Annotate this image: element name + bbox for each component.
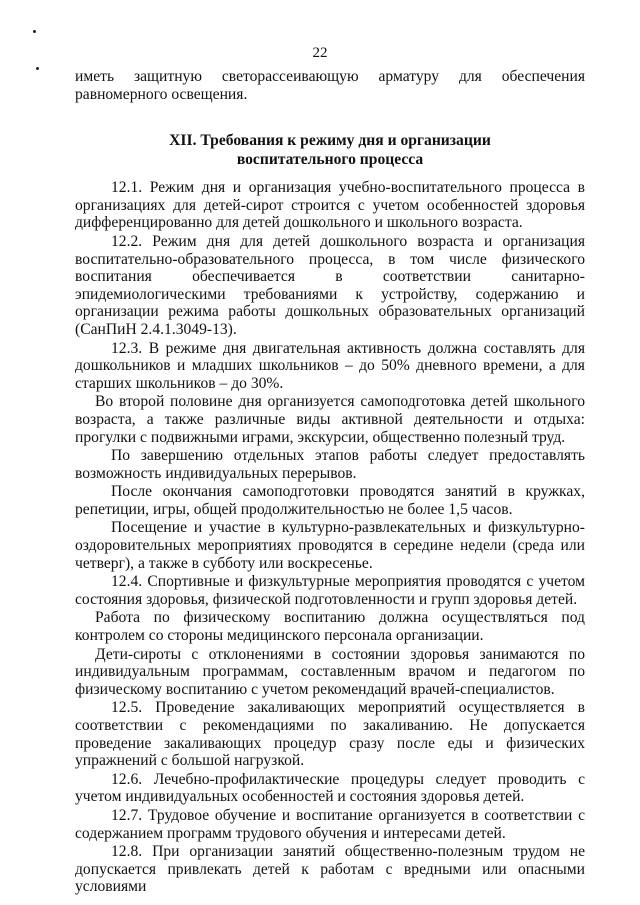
- scan-mark-top: [33, 30, 36, 33]
- paragraph-breaks: По завершению отдельных этапов работы следует предоставлять возможность индивидуальных перерывов.: [75, 447, 585, 482]
- page-number: 22: [312, 45, 328, 61]
- paragraph-12-6: 12.6. Лечебно-профилактические процедуры следует проводить с учетом индивидуальных особенностей и состояния здоровья детей.: [75, 770, 585, 806]
- section-heading-line-1: XII. Требования к режиму дня и организации: [169, 132, 491, 150]
- paragraph-events: Посещение и участие в культурно-развлекательных и физкультурно-оздоровительных мероприятиях проводятся в середине недели (среда или четверг), а также в субботу или воскресенье.: [75, 519, 585, 572]
- paragraph-afternoon: Во второй половине дня организуется самоподготовка детей школьного возраста, а также различные виды активной деятельности и отдыха: прогулки с подвижными играми, экскурсии, общественно полезный труд.: [75, 393, 585, 446]
- paragraph-12-2: 12.2. Режим дня для детей дошкольного возраста и организация воспитательно-образовательного процесса, в том числе физического воспитания обеспечивается в соответствии санитарно-эпидемиологическими требованиями к устройству, содержанию и организации режима работы дошкольных образовательных организаций (СанПиН 2.4.1.3049-13).: [75, 232, 585, 338]
- document-body: [75, 68, 585, 897]
- section-heading-line-2: воспитательного процесса: [236, 151, 424, 169]
- scan-mark-middle: [36, 67, 39, 70]
- paragraph-phys-ed: Работа по физическому воспитанию должна осуществляться под контролем со стороны медицинского персонала организации.: [75, 609, 585, 645]
- paragraph-12-3: 12.3. В режиме дня двигательная активность должна составлять для дошкольников и младших школьников – до 50% дневного времени, а для старших школьников – до 30%.: [75, 339, 585, 392]
- paragraph-individual-programs: Дети-сироты с отклонениями в состоянии здоровья занимаются по индивидуальным программам, составленным врачом и педагогом по физическому воспитанию с учетом рекомендаций врачей-специалистов.: [75, 645, 585, 698]
- paragraph-clubs: После окончания самоподготовки проводятся занятий в кружках, репетиции, игры, общей продолжительностью не более 1,5 часов.: [75, 483, 585, 518]
- paragraph-12-8: 12.8. При организации занятий общественно-полезным трудом не допускается привлекать детей к работам с вредными или опасными условиями: [75, 843, 585, 896]
- paragraph-12-7: 12.7. Трудовое обучение и воспитание организуется в соответствии с содержанием программ трудового обучения и интересами детей.: [75, 806, 585, 842]
- section-heading: [75, 131, 585, 169]
- intro-paragraph: иметь защитную светорассеивающую арматуру для обеспечения равномерного освещения.: [75, 68, 585, 103]
- paragraph-12-4: 12.4. Спортивные и физкультурные мероприятия проводятся с учетом состояния здоровья, физической подготовленности и групп здоровья детей.: [75, 573, 585, 608]
- paragraph-12-1: 12.1. Режим дня и организация учебно-воспитательного процесса в организациях для детей-сирот строится с учетом особенностей здоровья дифференцированно для детей дошкольного и школьного возраста.: [75, 179, 585, 232]
- paragraph-12-5: 12.5. Проведение закаливающих мероприятий осуществляется в соответствии с рекомендациями по закаливанию. Не допускается проведение закаливающих процедур сразу после еды и физических упражнений с большой нагрузкой.: [75, 699, 585, 770]
